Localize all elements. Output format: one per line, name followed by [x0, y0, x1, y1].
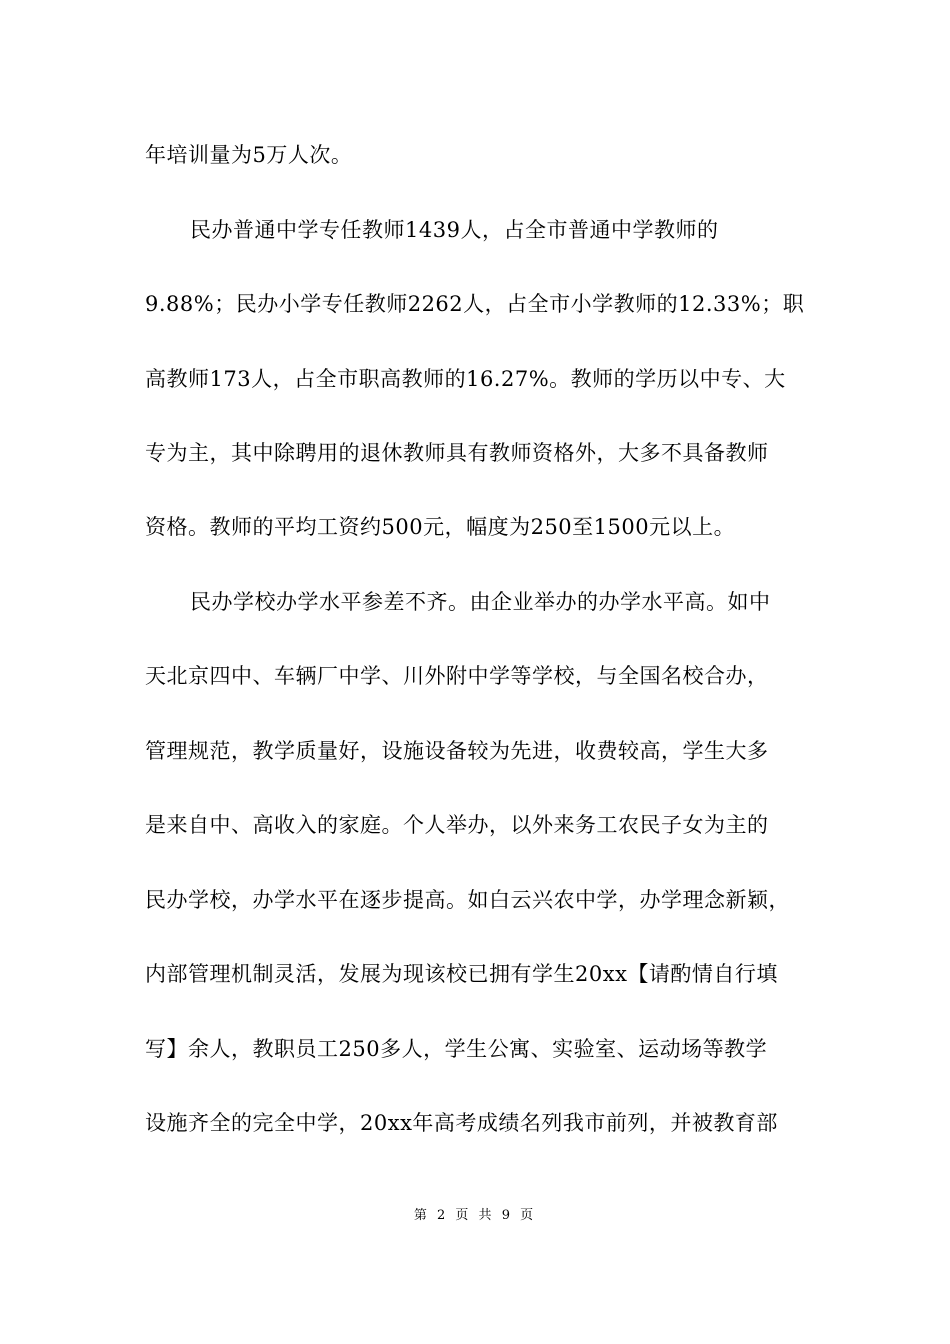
text-line: 内部管理机制灵活，发展为现该校已拥有学生20xx【请酌情自行填 [145, 962, 778, 986]
text-line: 资格。教师的平均工资约500元，幅度为250至1500元以上。 [145, 515, 736, 539]
text-line: 9.88%；民办小学专任教师2262人，占全市小学教师的12.33%；职 [145, 292, 805, 316]
text-line: 天北京四中、车辆厂中学、川外附中学等学校，与全国名校合办， [145, 664, 769, 688]
text-line: 设施齐全的完全中学，20xx年高考成绩名列我市前列，并被教育部 [145, 1111, 778, 1135]
text-line: 民办学校，办学水平在逐步提高。如白云兴农中学，办学理念新颖， [145, 888, 790, 912]
paragraph-start-line: 民办普通中学专任教师1439人，占全市普通中学教师的 [190, 218, 719, 242]
text-line: 年培训量为5万人次。 [145, 143, 353, 167]
text-line: 管理规范，教学质量好，设施设备较为先进，收费较高，学生大多 [145, 739, 769, 763]
text-line: 专为主，其中除聘用的退休教师具有教师资格外，大多不具备教师 [145, 441, 769, 465]
text-line: 写】余人，教职员工250多人，学生公寓、实验室、运动场等教学 [145, 1037, 768, 1061]
text-line: 高教师173人，占全市职高教师的16.27%。教师的学历以中专、大 [145, 367, 786, 391]
page-number-footer: 第 2 页 共 9 页 [413, 1208, 537, 1223]
paragraph-start-line: 民办学校办学水平参差不齐。由企业举办的办学水平高。如中 [190, 590, 771, 614]
text-line: 是来自中、高收入的家庭。个人举办，以外来务工农民子女为主的 [145, 813, 769, 837]
